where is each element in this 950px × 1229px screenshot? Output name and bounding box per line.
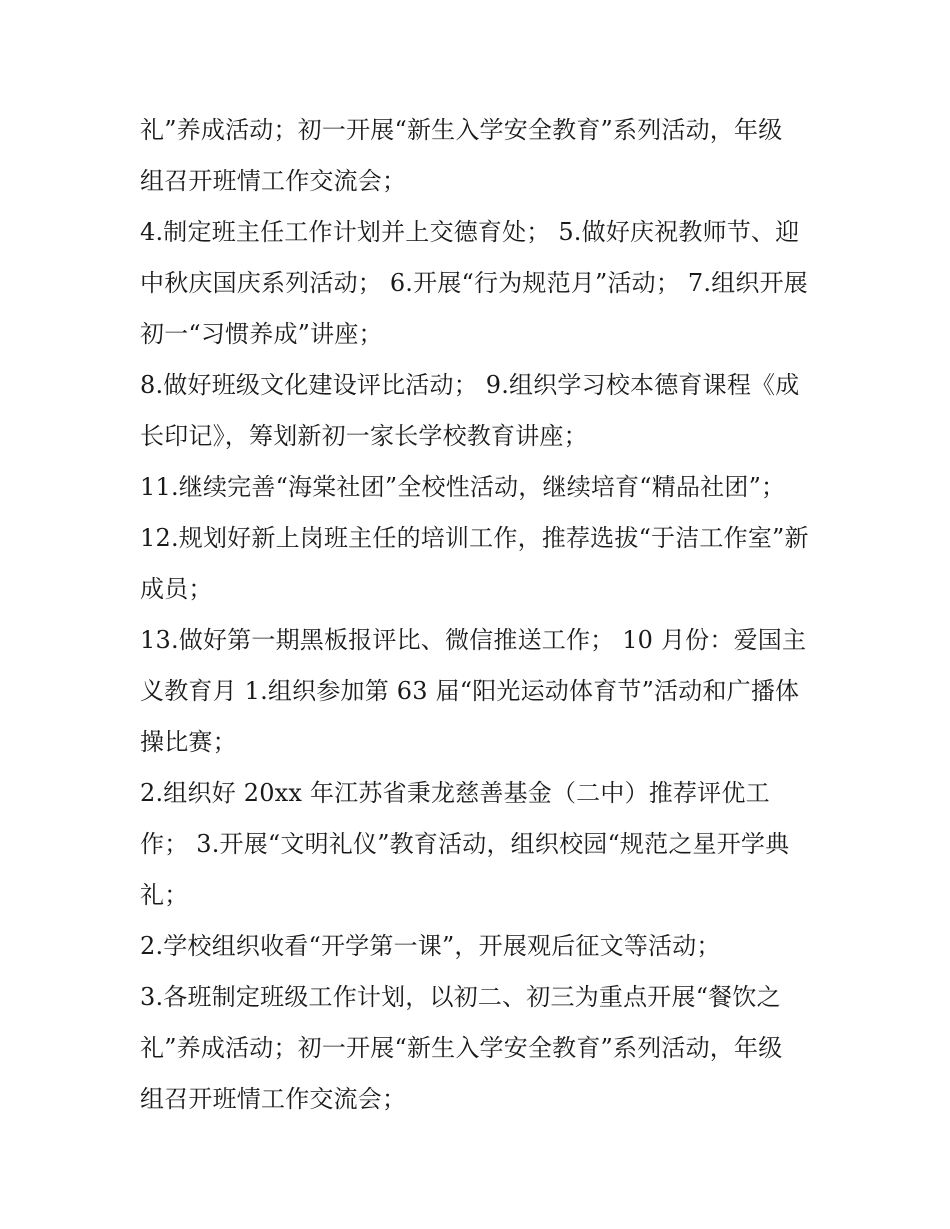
- text-line: 8.做好班级文化建设评比活动； 9.组织学习校本德育课程《成: [140, 371, 800, 399]
- text-line: 长印记》，筹划新初一家长学校教育讲座；: [140, 422, 588, 450]
- text-line: 11.继续完善“海棠社团”全校性活动，继续培育“精品社团”；: [140, 473, 786, 501]
- text-line: 4.制定班主任工作计划并上交德育处； 5.做好庆祝教师节、迎: [140, 218, 800, 246]
- text-line: 13.做好第一期黑板报评比、微信推送工作； 10 月份：爱国主: [140, 626, 807, 654]
- text-line: 义教育月 1.组织参加第 63 届“阳光运动体育节”活动和广播体: [140, 677, 800, 705]
- text-line: 2.学校组织收看“开学第一课”，开展观后征文等活动；: [140, 932, 721, 960]
- text-line: 中秋庆国庆系列活动； 6.开展“行为规范月”活动； 7.组织开展: [140, 269, 808, 297]
- text-line: 礼；: [140, 881, 189, 909]
- text-line: 2.组织好 20xx 年江苏省秉龙慈善基金（二中）推荐评优工: [140, 779, 770, 807]
- document-body: [140, 105, 830, 1125]
- text-line: 礼”养成活动；初一开展“新生入学安全教育”系列活动，年级: [140, 1034, 783, 1062]
- text-line: 作； 3.开展“文明礼仪”教育活动，组织校园“规范之星开学典: [140, 830, 790, 858]
- text-line: 组召开班情工作交流会；: [140, 167, 407, 195]
- text-line: 3.各班制定班级工作计划，以初二、初三为重点开展“餐饮之: [140, 983, 781, 1011]
- text-line: 初一“习惯养成”讲座；: [140, 320, 383, 348]
- text-line: 成员；: [140, 575, 213, 603]
- text-line: 12.规划好新上岗班主任的培训工作，推荐选拔“于洁工作室”新: [140, 524, 809, 552]
- text-line: 组召开班情工作交流会；: [140, 1085, 407, 1113]
- text-line: 礼”养成活动；初一开展“新生入学安全教育”系列活动，年级: [140, 116, 783, 144]
- text-line: 操比赛；: [140, 728, 237, 756]
